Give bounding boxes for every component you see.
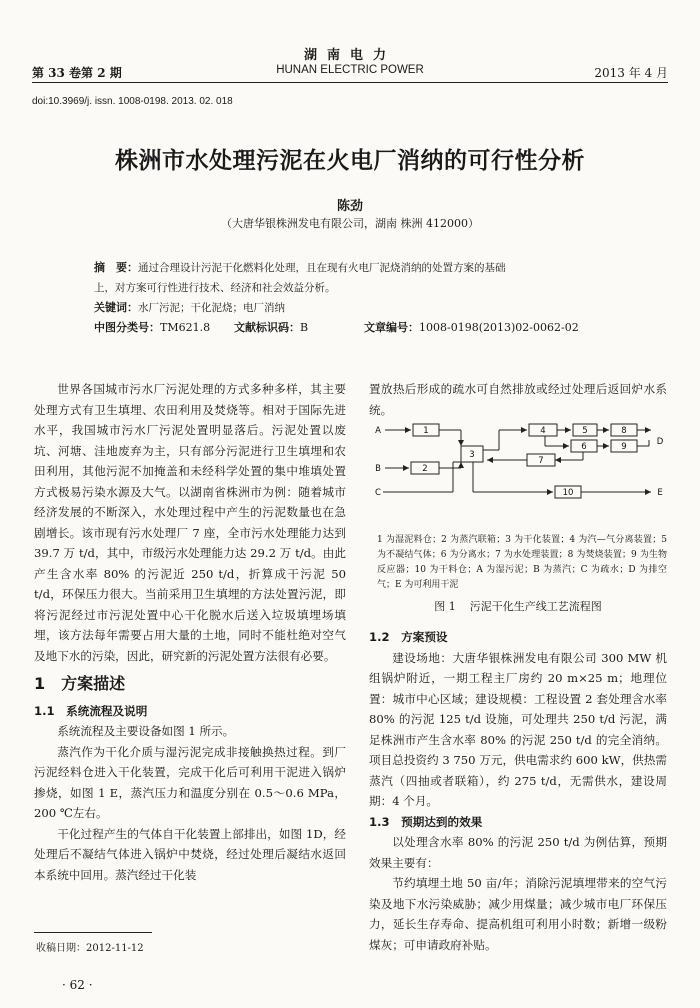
received-date: 收稿日期：2012-11-12 [36, 943, 144, 954]
paragraph-1-2: 建设场地：大唐华银株洲发电有限公司 300 MW 机组锅炉附近，一期工程主厂房约 20 m×25 m；地理位置：城市中心区域；建设规模：工程设置 2 套处理含水率 80% 的污泥 125 t/d 设施，可处理共 250 t/d 污泥，满足株洲市产生含水率 80% 的污泥 250 t/d 的完全消纳。项目总投资约 3 750 万元，供电需求约 600 kW，供热需蒸汽（四抽或者联箱），约 275 t/d，无需供水，建设周期：4 个月。 [369, 650, 667, 808]
article-no-label: 文章编号： [364, 321, 419, 334]
classification-line [94, 318, 634, 338]
clc-value: TM621.8 [160, 321, 211, 334]
journal-name-cn: 湖南电力 [303, 48, 396, 63]
left-column [34, 379, 346, 885]
label-A: A [375, 426, 381, 436]
section-heading-1-1: 1.1 系统流程及说明 [34, 703, 148, 718]
figure-number: 图 1 [434, 599, 456, 613]
label-7: 7 [538, 456, 544, 466]
label-4: 4 [540, 426, 546, 436]
paragraph-1-1-c: 干化过程产生的气体自干化装置上部排出，如图 1D，经处理后不凝结气体进入锅炉中焚烧，经过处理后凝结水返回本系统中回用。蒸汽经过干化装 [34, 826, 346, 882]
author: 陈劲 [336, 199, 363, 214]
header-rule [32, 82, 668, 83]
label-B: B [375, 464, 381, 474]
intro-paragraph: 世界各国城市污水厂污泥处理的方式多种多样，其主要处理方式有卫生填埋、农田利用及焚烧等。相对于国际先进水平，我国城市污水厂污泥处置明显落后。污泥处置以废坑、河塘、洼地废弃为主，只有部分污泥进行卫生填埋和农田利用，其他污泥不加掩盖和未经科学处置的集中堆填处置方式极易污染水源及大气。以湖南省株洲市为例：随着城市经济发展的不断深入，水处理过程中产生的污泥数量也在急剧增长。该市现有污水处理厂 7 座，全市污水处理能力达到 39.7 万 t/d，其中，市级污水处理能力达 29.2 万 t/d。由此产生含水率 80% 的污泥近 250 t/d，折算成干污泥 50 t/d，环保压力很大。当前采用卫生填埋的方法处置污泥，即将污泥经过市污泥处置中心干化脱水后送入垃圾填埋场填埋，该方法每年需要占用大量的土地，同时不能杜绝对空气及地下水的污染，因此，研究新的污泥处置方法很有必要。 [34, 382, 346, 663]
keywords-label: 关键词： [94, 301, 138, 314]
abstract-line-1: 通过合理设计污泥干化燃料化处理，且在现有火电厂泥烧消纳的处置方案的基础 [138, 262, 506, 274]
doc-code-value: B [300, 321, 309, 334]
label-10: 10 [562, 488, 574, 498]
abstract-line-2: 上，对方案可行性进行技术、经济和社会效益分析。 [94, 282, 336, 294]
section-heading-1-3: 1.3 预期达到的效果 [369, 814, 483, 829]
abstract-block [94, 258, 634, 338]
volume-issue: 第 33 卷第 2 期 [32, 66, 122, 80]
figure-legend: 1 为湿泥料仓；2 为蒸汽联箱；3 为干化装置；4 为汽—气分离装置；5 为不凝结气体；6 为分离水；7 为水处理装置；8 为焚烧装置；9 为生物反应器；10 为干料仓；A 为湿污泥；B 为蒸汽；C 为疏水；D 为排空气；E 为可利用干泥 [377, 534, 667, 590]
affiliation: （大唐华银株洲发电有限公司，湖南 株洲 412000） [221, 217, 479, 230]
section-heading-1: 1 方案描述 [34, 674, 126, 693]
doi: doi:10.3969/j. issn. 1008-0198. 2013. 02. 018 [32, 96, 233, 107]
paragraph-continued: 置放热后形成的疏水可自然排放或经过处理后返回炉水系统。 [369, 382, 667, 417]
abstract-label: 摘 要： [94, 261, 138, 274]
clc-label: 中图分类号： [94, 321, 160, 334]
label-8: 8 [621, 426, 627, 436]
figure-1 [369, 420, 667, 617]
paragraph-1-1-b: 蒸汽作为干化介质与湿污泥完成非接触换热过程。到厂污泥经料仓进入干化装置，完成干化后可利用干泥进入锅炉掺烧，如图 1 E，蒸汽压力和温度分别在 0.5～0.6 MPa，200 ℃左右。 [34, 744, 346, 820]
label-E: E [657, 488, 663, 498]
label-5: 5 [582, 426, 588, 436]
journal-name-en: HUNAN ELECTRIC POWER [276, 64, 424, 76]
issue-date: 2013 年 4 月 [594, 66, 668, 80]
label-1: 1 [423, 426, 429, 436]
figure-caption [369, 597, 667, 618]
paragraph-1-3-b: 节约填埋土地 50 亩/年；消除污泥填埋带来的空气污染及地下水污染威胁；减少用煤量；减少城市电厂环保压力，延长生存寿命、提高机组可利用小时数；新增一级粉煤灰；可申请政府补贴。 [369, 876, 667, 952]
right-column [369, 379, 667, 955]
section-heading-1-2: 1.2 方案预设 [369, 630, 448, 644]
page-number: · 62 · [62, 978, 93, 992]
footnote-rule [34, 932, 152, 933]
label-D: D [656, 437, 664, 447]
paragraph-1-1-a: 系统流程及主要设备如图 1 所示。 [57, 724, 235, 738]
article-no-value: 1008-0198(2013)02-0062-02 [419, 321, 579, 334]
keywords [94, 298, 634, 318]
label-3: 3 [469, 450, 475, 460]
article-title: 株洲市水处理污泥在火电厂消纳的可行性分析 [115, 147, 585, 174]
label-C: C [375, 488, 381, 498]
process-flow-diagram [369, 420, 667, 524]
doc-code-label: 文献标识码： [234, 321, 300, 334]
label-9: 9 [621, 442, 627, 452]
paragraph-1-3-a: 以处理含水率 80% 的污泥 250 t/d 为例估算，预期效果主要有： [369, 835, 667, 870]
abstract [94, 258, 634, 278]
label-2: 2 [422, 464, 428, 474]
keywords-text: 水厂污泥；干化泥烧；电厂消纳 [138, 302, 285, 314]
figure-title: 污泥干化生产线工艺流程图 [469, 599, 602, 613]
label-6: 6 [581, 442, 587, 452]
